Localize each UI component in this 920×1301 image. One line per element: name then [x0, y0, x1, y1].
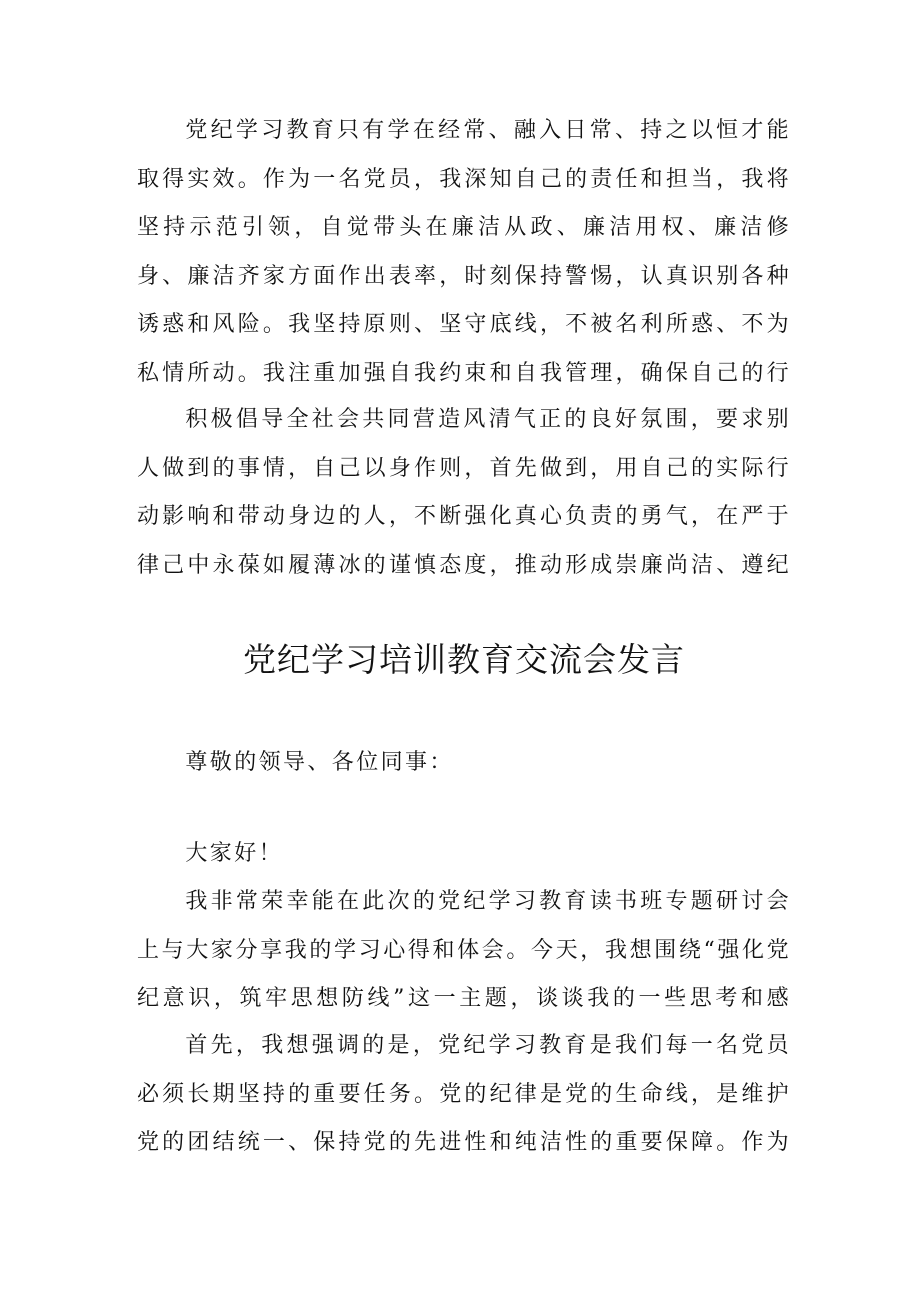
salutation: 尊敬的领导、各位同事：: [185, 750, 454, 775]
paragraph-first-point: 首先，我想强调的是，党纪学习教育是我们每一名党员必须长期坚持的重要任务。党的纪律是党的生命线，是维护党的团结统一、保持党的先进性和纯洁性的重要保障。作为: [137, 1033, 791, 1155]
speech-title: 党纪学习培训教育交流会发言: [243, 640, 685, 679]
paragraph-promote-integrity: 积极倡导全社会共同营造风清气正的良好氛围，要求别人做到的事情，自己以身作则，首先做到，用自己的实际行动影响和带动身边的人，不断强化真心负责的勇气，在严于律己中永葆如履薄冰的谨慎态度，推动形成崇廉尚洁、遵纪: [137, 407, 791, 578]
paragraph-discipline-practice: 党纪学习教育只有学在经常、融入日常、持之以恒才能取得实效。作为一名党员，我深知自己的责任和担当，我将坚持示范引领，自觉带头在廉洁从政、廉洁用权、廉洁修身、廉洁齐家方面作出表率，时刻保持警惕，认真识别各种诱惑和风险。我坚持原则、坚守底线，不被名利所惑、不为私情所动。我注重加强自我约束和自我管理，确保自己的行: [137, 118, 791, 386]
greeting: 大家好！: [185, 841, 283, 866]
paragraph-opening: 我非常荣幸能在此次的党纪学习教育读书班专题研讨会上与大家分享我的学习心得和体会。今天，我想围绕“强化党纪意识，筑牢思想防线”这一主题，谈谈我的一些思考和感: [137, 889, 791, 1011]
